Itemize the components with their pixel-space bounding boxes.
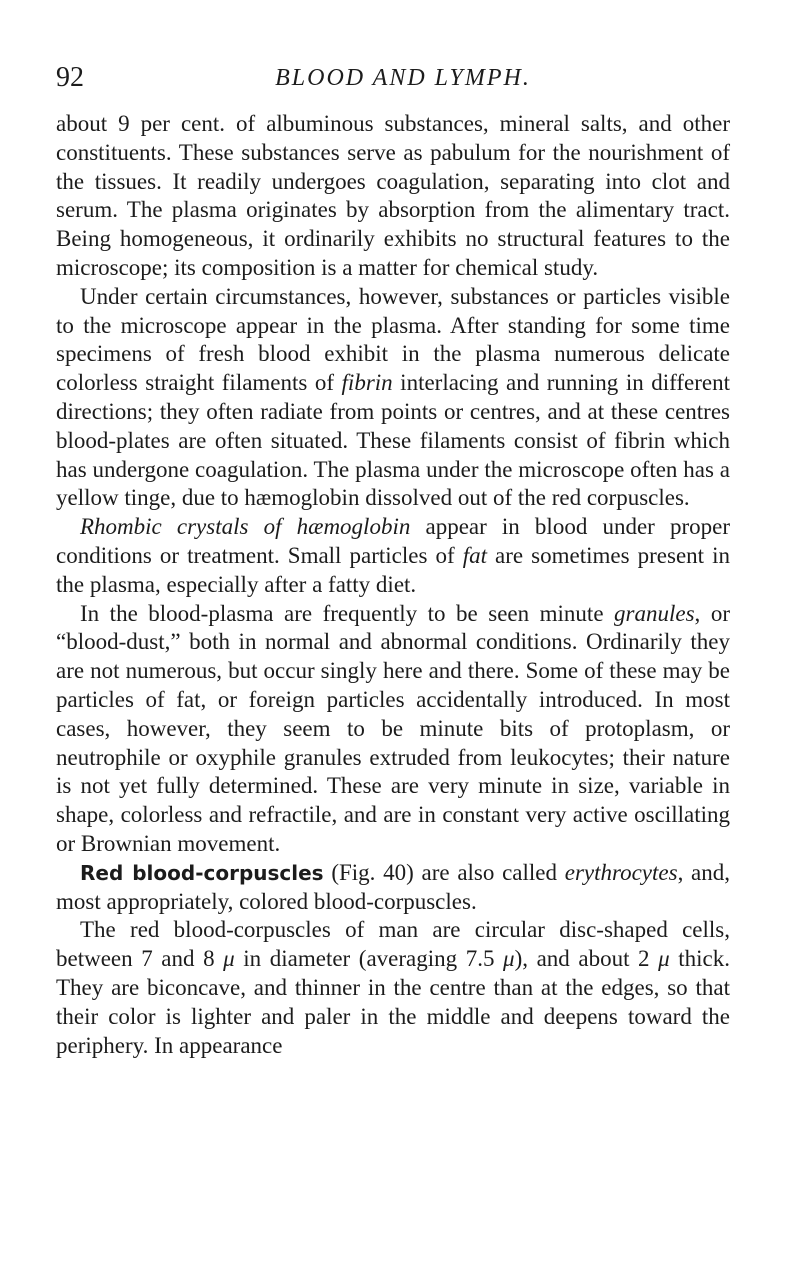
italic-term: μ [223, 946, 235, 972]
italic-term: erythrocytes [564, 859, 678, 885]
italic-term: granules [614, 600, 695, 626]
text-run: are sometimes present in the plasma, especially after a fatty diet. [56, 542, 730, 597]
paragraph [56, 916, 730, 1060]
text-run: In the blood-plasma are frequently to be seen minute [80, 600, 615, 626]
text-run: in diameter (averaging 7.5 [234, 946, 504, 972]
italic-term: fibrin [341, 370, 393, 396]
body-text [56, 110, 730, 1060]
text-run: , and, most appropriately, colored blood-corpuscles. [56, 859, 730, 914]
text-run: Under certain circumstances, however, substances or particles visible to the microscope appear in the plasma. After standing for some time specimens of fresh blood exhibit in the plasma numerous delicate colorless straight filaments of [56, 283, 730, 396]
text-run: (Fig. 40) are also called [323, 859, 565, 885]
running-title: BLOOD AND LYMPH. [275, 65, 531, 91]
italic-term: fat [462, 542, 487, 568]
text-run: , or “blood-dust,” both in normal and abnormal conditions. Ordinarily they are not numerous, but occur singly here and there. Some of these may be particles of fat, or foreign particles accidentally introduced. In most cases, however, they seem to be minute bits of protoplasm, or neutrophile or oxyphile granules extruded from leukocytes; their nature is not yet fully determined. These are very minute in size, variable in shape, colorless and refractile, and are in constant very active oscillating or Brownian movement. [56, 600, 730, 856]
text-run: appear in blood under proper conditions or treatment. Small particles of [56, 514, 730, 568]
text-run: about 9 per cent. of albuminous substances, mineral salts, and other constituents. These substances serve as pabulum for the nourishment of the tissues. It readily undergoes coagulation, separating into clot and serum. The plasma originates by absorption from the alimentary tract. Being homogeneous, it ordinarily exhibits no structural features to the microscope; its composition is a matter for chemical study. [56, 111, 730, 280]
text-run: thick. They are biconcave, and thinner in the centre than at the edges, so that their color is lighter and paler in the middle and deepens toward the periphery. In appearance [56, 946, 730, 1058]
paragraph [56, 600, 730, 859]
italic-term: Rhombic crystals of hæmoglobin [80, 514, 411, 540]
section-lead: Red blood-corpuscles [80, 860, 324, 885]
paragraph [56, 859, 730, 917]
text-run: interlacing and running in different directions; they often radiate from points or centres, and at these centres blood-plates are often situated. These filaments consist of fibrin which has undergone coagulation. The plasma under the microscope often has a yellow tinge, due to hæmoglobin dissolved out of the red corpuscles. [56, 370, 730, 511]
page-number: 92 [56, 62, 84, 93]
italic-term: μ [658, 946, 670, 972]
text-run: ), and about 2 [514, 946, 659, 972]
italic-term: μ [503, 946, 515, 972]
paragraph [56, 283, 730, 513]
paragraph [56, 110, 730, 283]
text-run: The red blood-corpuscles of man are circular disc-shaped cells, between 7 and 8 [56, 917, 730, 972]
running-head [56, 60, 730, 96]
paragraph [56, 513, 730, 599]
